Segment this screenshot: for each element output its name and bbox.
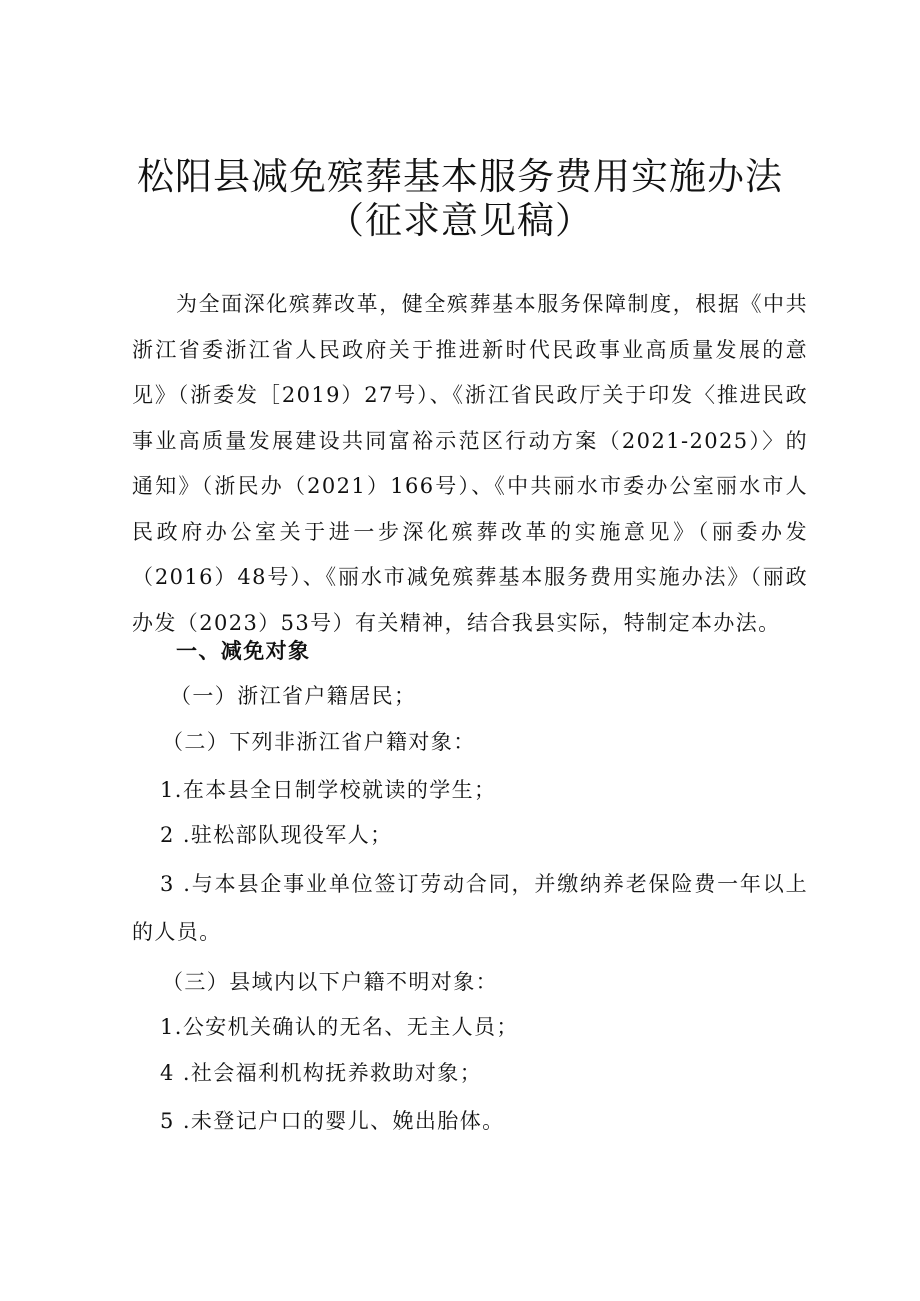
intro-paragraph: 为全面深化殡葬改革，健全殡葬基本服务保障制度，根据《中共浙江省委浙江省人民政府关于推进新时代民政事业高质量发展的意见》（浙委发［2019）27号）、《浙江省民政厅关于印发〈推进民政事业高质量发展建设共同富裕示范区行动方案（2021-2025）〉的通知》（浙民办（2021）166号）、《中共丽水市委办公室丽水市人民政府办公室关于进一步深化殡葬改革的实施意见》（丽委办发（2016）48号）、《丽水市减免殡葬基本服务费用实施办法》（丽政办发（2023）53号）有关精神，结合我县实际，特制定本办法。 [132,292,808,635]
list-item-3: （三）县域内以下户籍不明对象： [162,970,498,994]
document-subtitle: （征求意见稿） [327,199,593,242]
list-item-3-1: 1.公安机关确认的无名、无主人员； [160,1015,519,1039]
list-item-2-3: 3 .与本县企事业单位签订劳动合同，并缴纳养老保险费一年以上的人员。 [132,872,808,944]
document-title: 松阳县减免殡葬基本服务费用实施办法 [137,155,783,198]
list-item-2: （二）下列非浙江省户籍对象： [162,730,476,754]
list-item-3-2: 4 .社会福利机构抚养救助对象； [160,1061,483,1085]
list-item-1: （一）浙江省户籍居民； [170,684,417,708]
list-item-2-2: 2 .驻松部队现役军人； [160,823,393,847]
list-item-3-3: 5 .未登记户口的婴儿、娩出胎体。 [160,1109,505,1133]
list-item-2-1: 1.在本县全日制学校就读的学生； [160,778,497,802]
section-heading-1: 一、减免对象 [176,638,311,663]
